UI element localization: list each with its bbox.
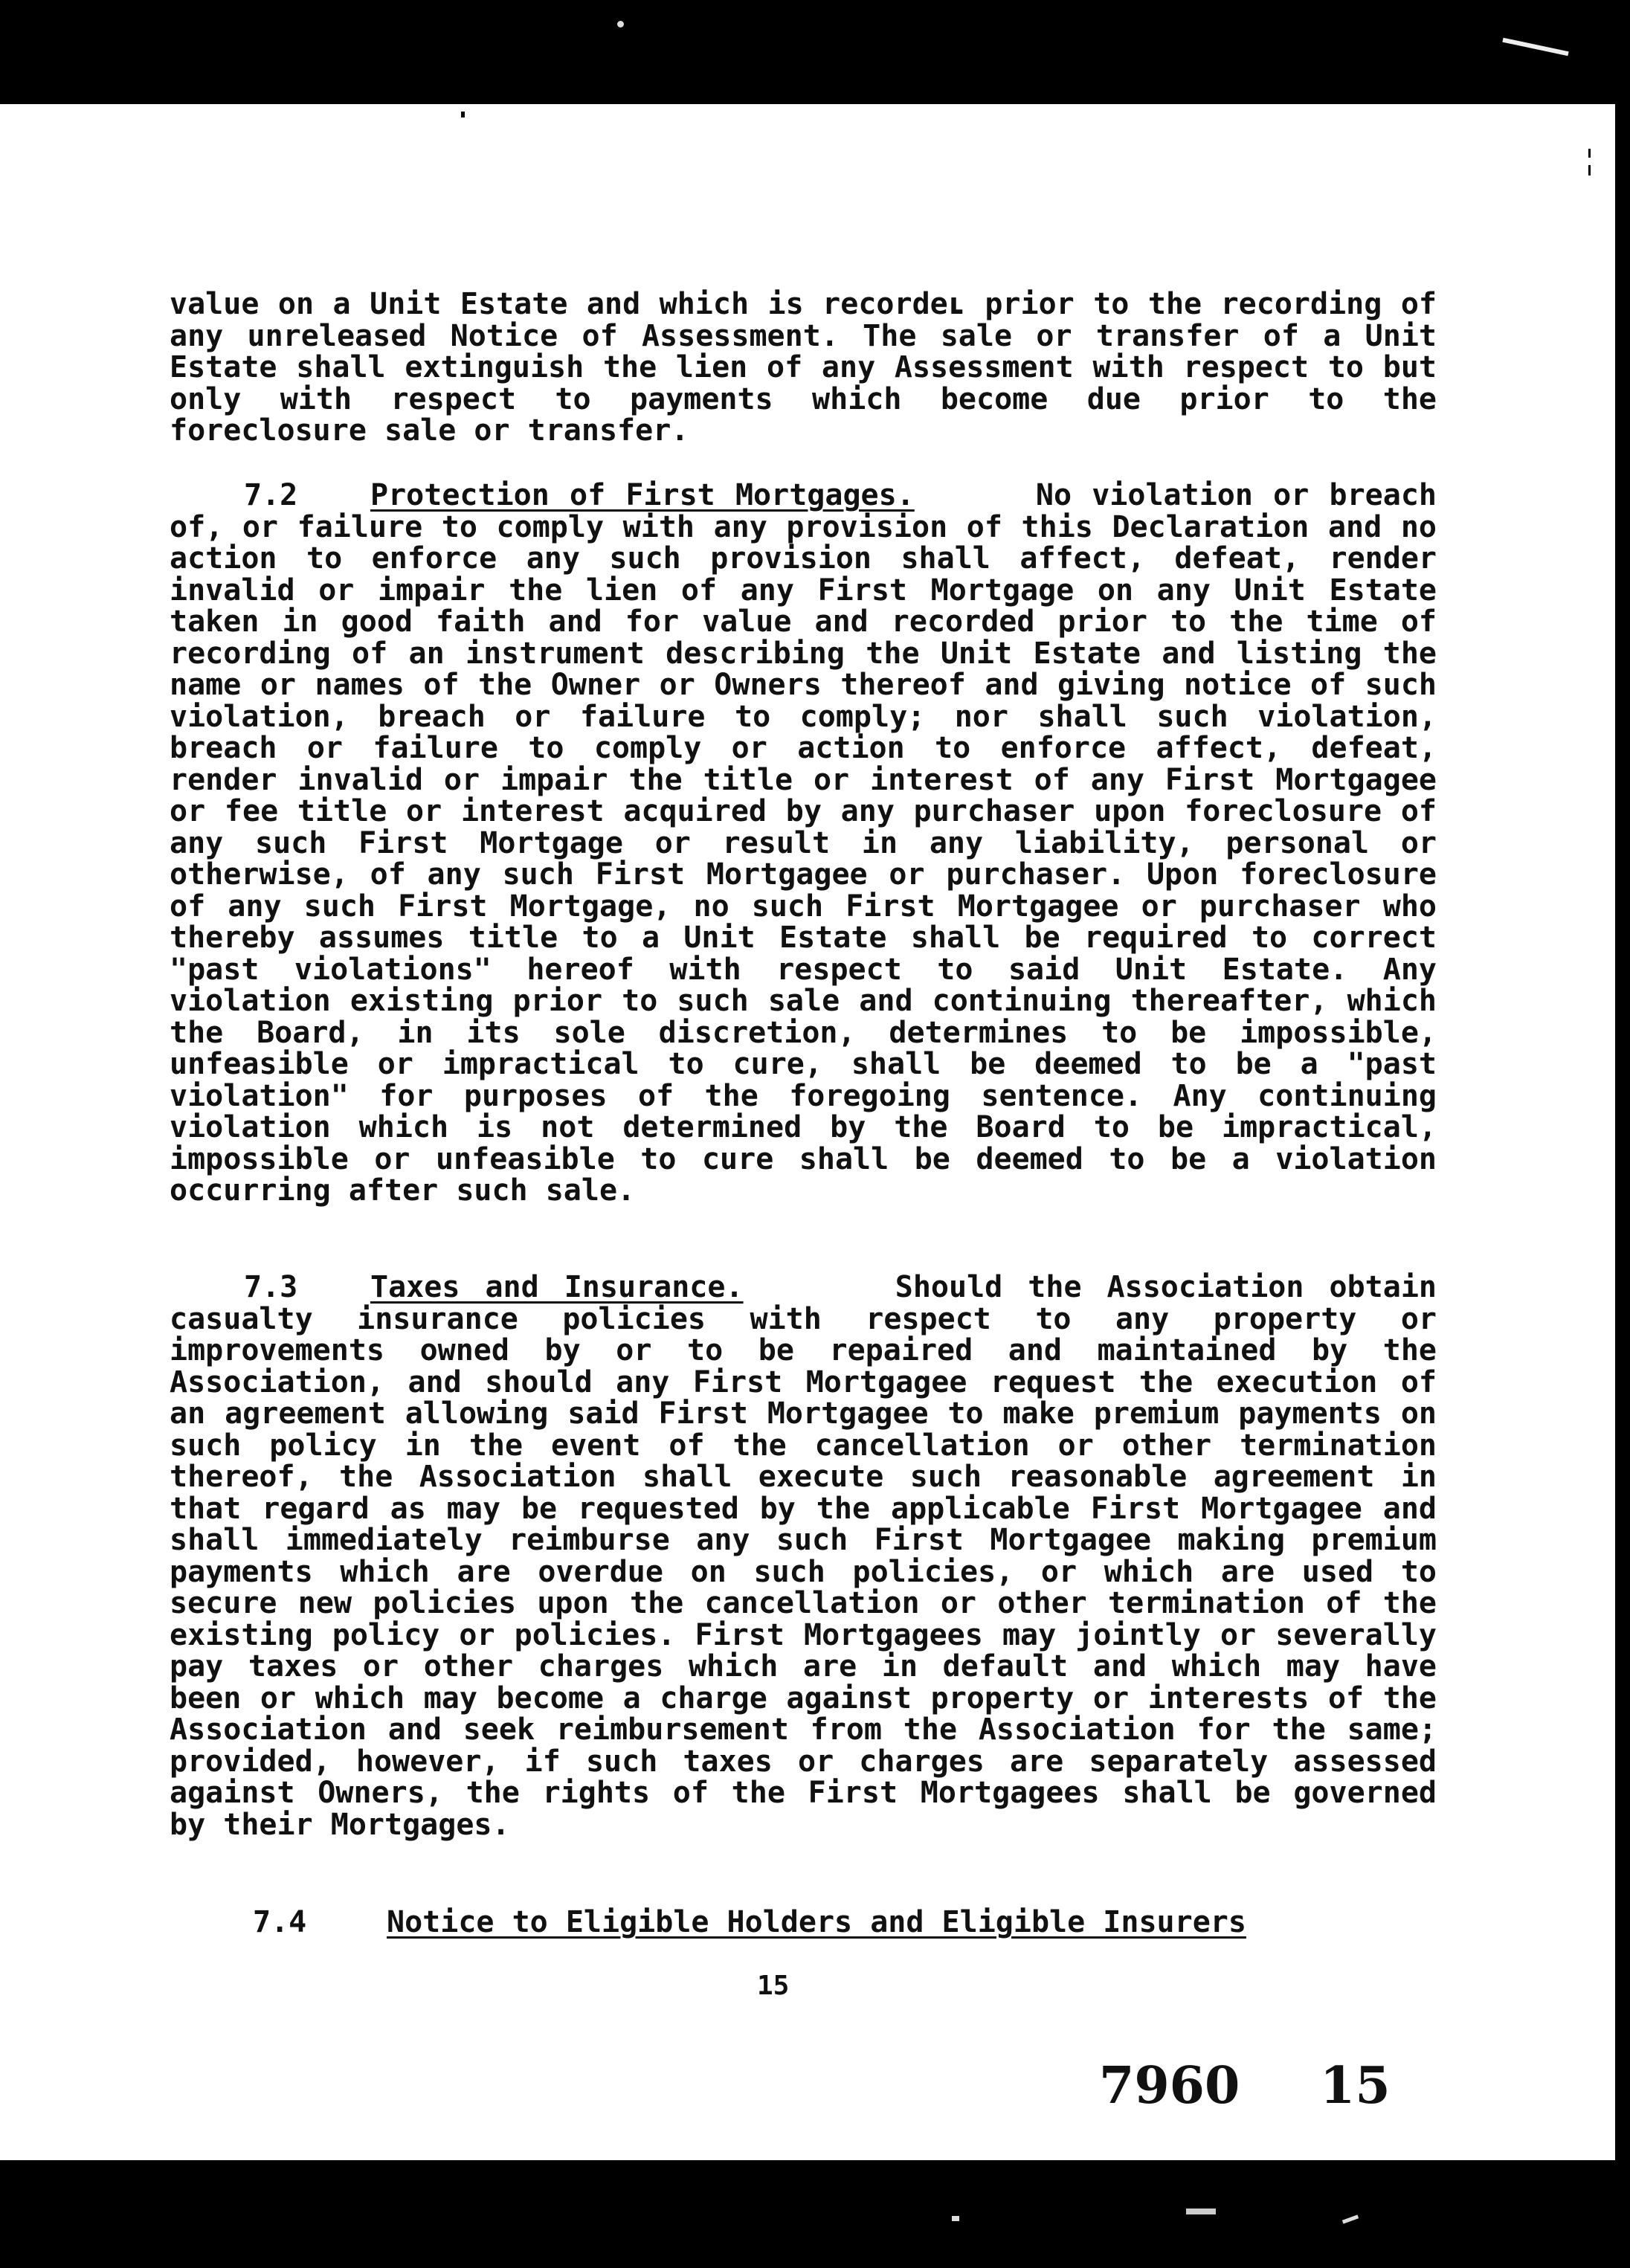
section-body: No violation or breach of, or failure to comply with any provision of this Declaration and no action to enforce any such provision shall affect, defeat, render invalid or impair the lien of any First Mortgage on any Unit Estate taken in good faith and for value and recorded prior to the time of recording of an instrument describing the Unit Estate and listing the name or names of the Owner or Owners thereof and giving notice of such violation, breach or failure to comply; nor shall such violation, breach or failure to comply or action to enforce affect, defeat, render invalid or impair the title or interest of any First Mortgagee or fee title or interest acquired by any purchaser upon foreclosure of any such First Mortgage or result in any liability, personal or otherwise, of any such First Mortgagee or purchaser. Upon foreclosure of any such First Mortgage, no such First Mortgagee or purchaser who thereby assumes title to a Unit Estate shall be required to correct "past violations" hereof with respect to said Unit Estate. Any violation existing prior to such sale and continuing thereafter, which the Board, in its sole discretion, determines to be impossible, unfeasible or impractical to cure, shall be deemed to be a "past violation" for purposes of the foregoing sentence. Any continuing violation which is not determined by the Board to be impractical, impossible or unfeasible to cure shall be deemed to be a violation occurring after such sale. (170, 478, 1437, 1208)
section-7-4-heading (253, 1905, 1246, 1939)
scan-artifact (617, 21, 624, 28)
scan-artifact (461, 112, 465, 117)
section-7-2 (170, 480, 1437, 1207)
intro-paragraph: value on a Unit Estate and which is recordeʟ prior to the recording of any unreleased Notice of Assessment. The sale or transfer of a Unit Estate shall extinguish the lien of any Assessment with respect to but only with respect to payments which become due prior to the foreclosure sale or transfer. (170, 287, 1437, 448)
page-number: 15 (757, 1971, 790, 2001)
scan-artifact (952, 2216, 959, 2221)
section-title: Taxes and Insurance. (370, 1270, 744, 1304)
section-7-3 (170, 1272, 1437, 1840)
scan-bottom-border (0, 2160, 1630, 2268)
scan-artifact (1588, 165, 1591, 175)
stamp-page-number: 15 (1320, 2056, 1391, 2116)
section-number: 7.3 (244, 1270, 298, 1304)
section-number: 7.4 (253, 1905, 307, 1939)
section-title: Protection of First Mortgages. (370, 478, 915, 512)
scan-top-border (0, 0, 1630, 104)
scan-artifact (1588, 149, 1591, 158)
section-title: Notice to Eligible Holders and Eligible Insurers (387, 1905, 1246, 1939)
scan-artifact (1186, 2209, 1216, 2214)
stamp-document-number: 7960 (1099, 2056, 1240, 2116)
section-body: Should the Association obtain casualty insurance policies with respect to any property or improvements owned by or to be repaired and maintained by the Association, and should any First Mortgagee request the execution of an agreement allowing said First Mortgagee to make premium payments on such policy in the event of the cancellation or other termination thereof, the Association shall execute such reasonable agreement in that regard as may be requested by the applicable First Mortgagee and shall immediately reimburse any such First Mortgagee making premium payments which are overdue on such policies, or which are used to secure new policies upon the cancellation or other termination of the existing policy or policies. First Mortgagees may jointly or severally pay taxes or other charges which are in default and which may have been or which may become a charge against property or interests of the Association and seek reimbursement from the Association for the same; provided, however, if such taxes or charges are separately assessed against Owners, the rights of the First Mortgagees shall be governed by their Mortgages. (170, 1270, 1437, 1842)
section-number: 7.2 (244, 478, 298, 512)
